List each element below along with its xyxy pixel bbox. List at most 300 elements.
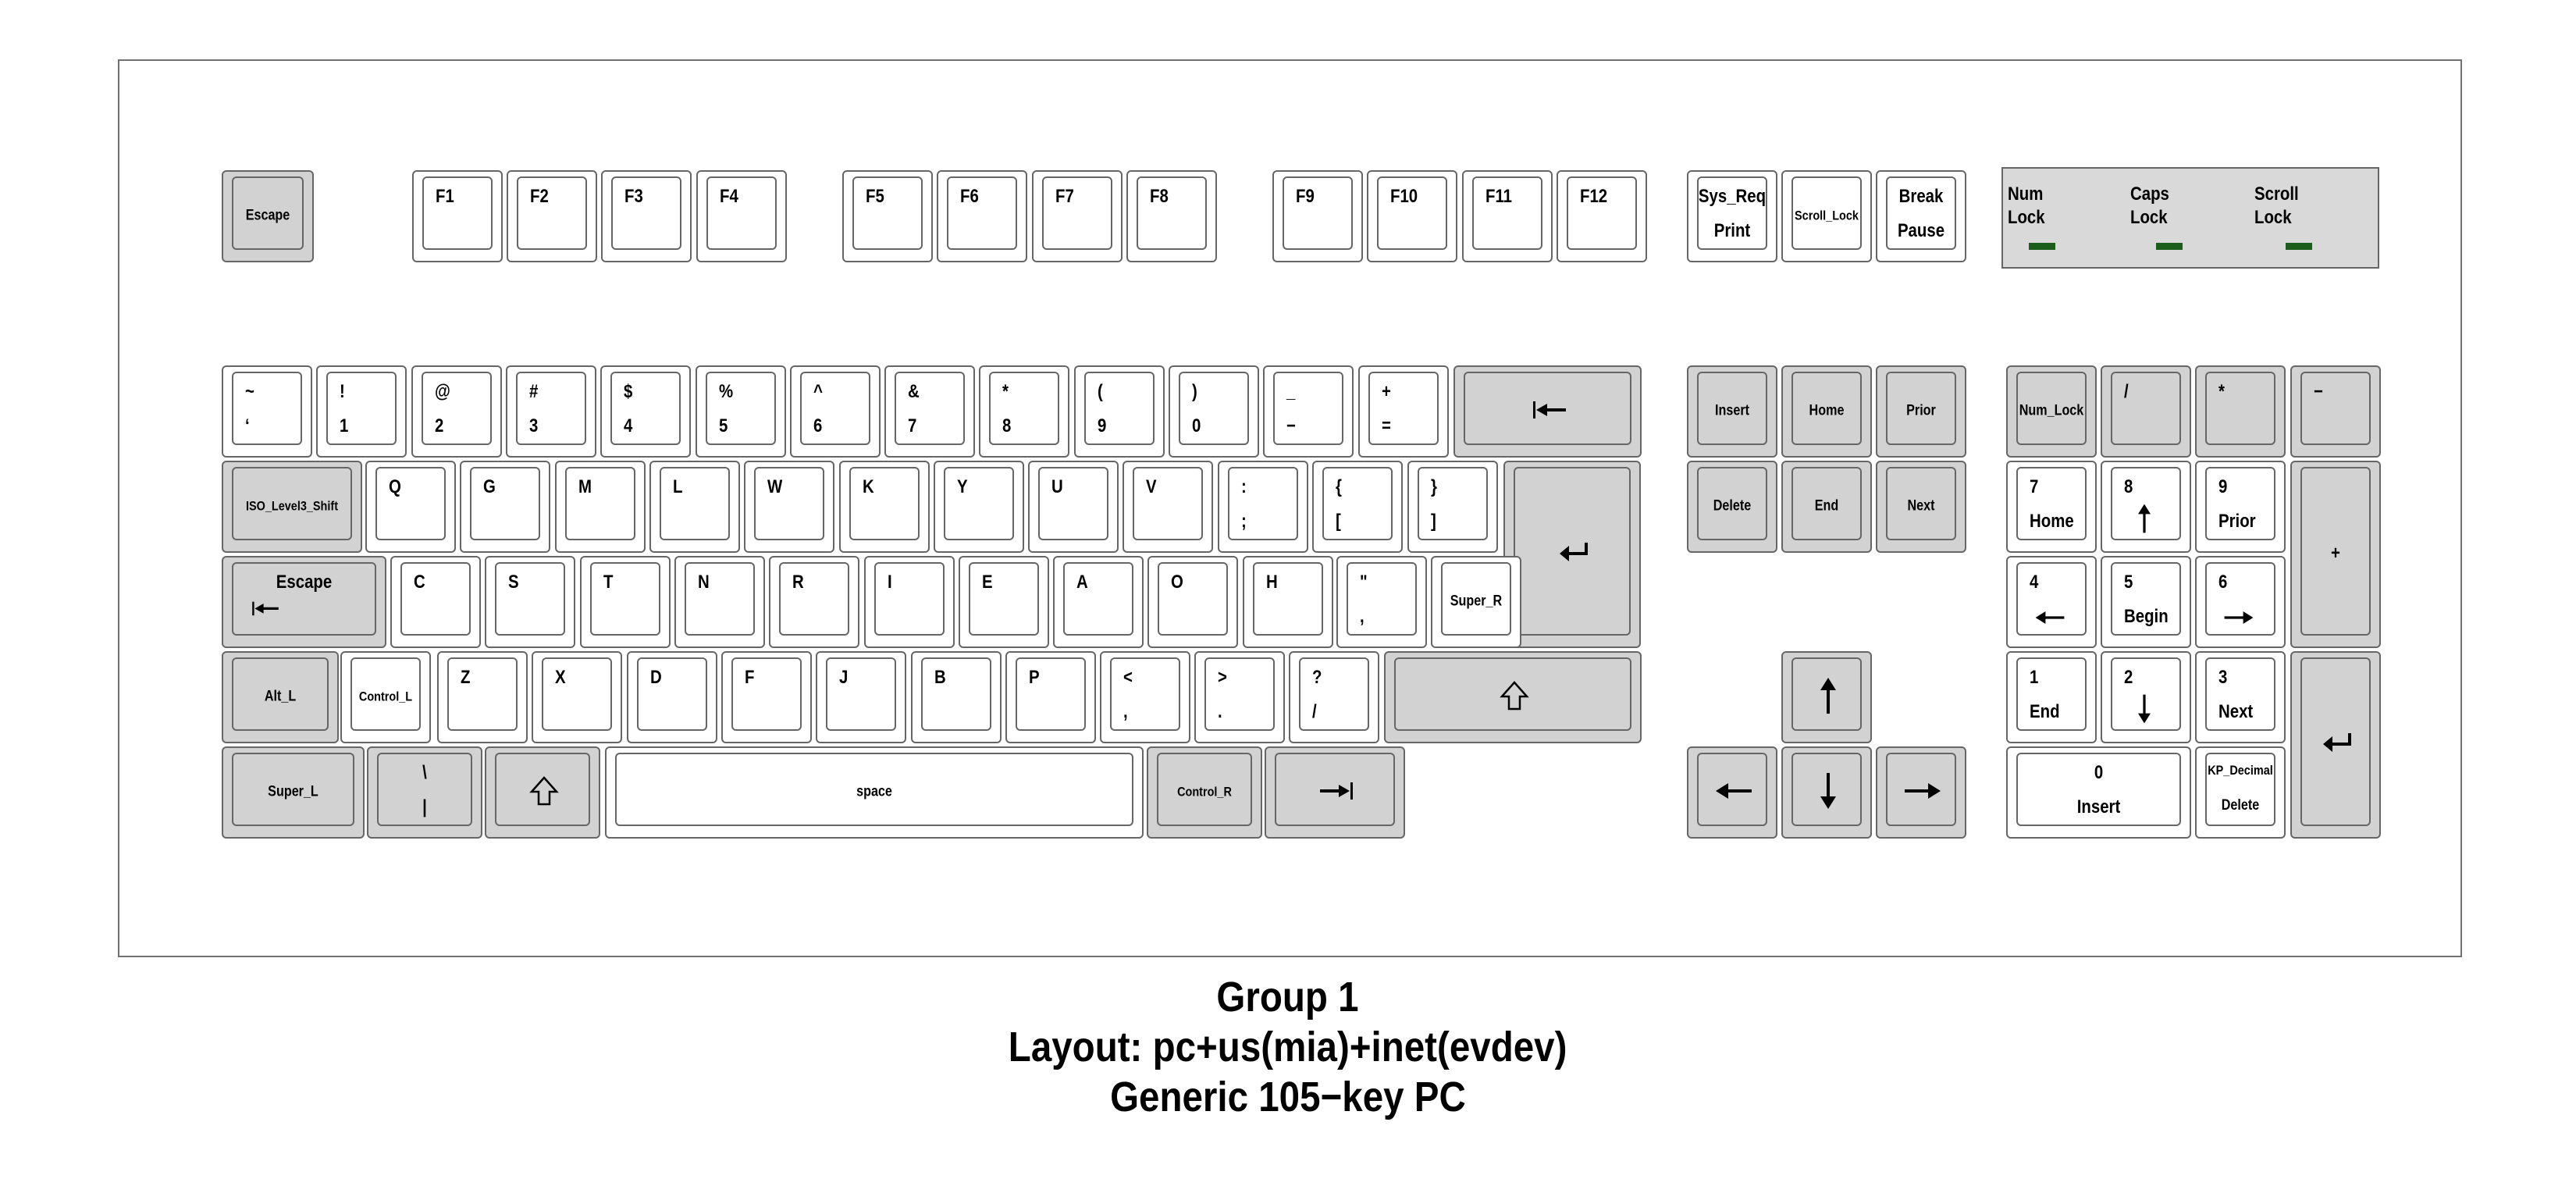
key-label: = xyxy=(1381,415,1391,436)
key-lsgt[interactable] xyxy=(340,651,431,743)
key-cap xyxy=(495,562,565,636)
key-label: ( xyxy=(1097,381,1103,402)
key-label: ISO_Level3_Shift xyxy=(245,498,339,514)
key-pause[interactable] xyxy=(1876,170,1966,262)
key-cap xyxy=(947,176,1017,250)
key-end[interactable] xyxy=(1781,461,1872,553)
key-label: ) xyxy=(1192,381,1197,402)
key-label: ; xyxy=(1241,511,1247,532)
key-label: D xyxy=(649,667,662,688)
key-right[interactable] xyxy=(1876,746,1966,839)
key-label: / xyxy=(1312,701,1317,722)
key-d4[interactable] xyxy=(600,365,691,458)
key-k[interactable] xyxy=(1053,556,1144,648)
key-label: 8 xyxy=(2124,476,2133,497)
led-caps-lock-indicator xyxy=(2156,243,2183,250)
key-f4[interactable] xyxy=(696,170,787,262)
key-label: F2 xyxy=(530,186,549,207)
key-label: 5 xyxy=(718,415,728,436)
key-d8[interactable] xyxy=(979,365,1069,458)
key-label: 3 xyxy=(2218,667,2228,688)
key-label: F3 xyxy=(624,186,643,207)
key-cap xyxy=(565,467,635,540)
key-cap xyxy=(706,372,776,445)
key-d0[interactable] xyxy=(1169,365,1259,458)
key-backslash[interactable] xyxy=(1431,556,1521,648)
key-t[interactable] xyxy=(744,461,834,553)
key-kp-subtract[interactable] xyxy=(2290,365,2381,458)
key-label: $ xyxy=(624,381,633,402)
key-label: W xyxy=(767,476,783,497)
key-d[interactable] xyxy=(580,556,671,648)
key-label: End xyxy=(1814,497,1839,515)
key-cap xyxy=(1110,657,1180,731)
key-label: [ xyxy=(1336,511,1341,532)
key-label: space xyxy=(856,783,892,800)
key-left[interactable] xyxy=(1687,746,1777,839)
key-d3[interactable] xyxy=(506,365,596,458)
key-label: 8 xyxy=(1002,415,1012,436)
key-y[interactable] xyxy=(839,461,930,553)
key-cap xyxy=(989,372,1059,445)
key-cap xyxy=(1084,372,1155,445)
key-up[interactable] xyxy=(1781,651,1872,743)
tab-left-icon xyxy=(223,557,385,646)
key-kp-multiply[interactable] xyxy=(2195,365,2286,458)
key-cap xyxy=(1368,372,1439,445)
arrow-left-icon xyxy=(1688,748,1776,837)
key-label: Control_L xyxy=(358,689,413,704)
key-label: \ xyxy=(422,762,427,783)
key-o[interactable] xyxy=(1123,461,1213,553)
key-label: End xyxy=(2030,701,2060,722)
key-cap xyxy=(944,467,1014,540)
key-cap xyxy=(516,372,586,445)
key-label: 9 xyxy=(2218,476,2228,497)
key-label: C xyxy=(414,572,425,593)
key-label: X xyxy=(555,667,566,688)
caption-group: Group 1 xyxy=(1216,974,1360,1020)
key-label: * xyxy=(1002,381,1009,402)
key-cap xyxy=(611,176,681,250)
key-label: Escape xyxy=(276,572,333,593)
key-label: 7 xyxy=(2030,476,2039,497)
key-label: % xyxy=(718,381,733,402)
key-label: I xyxy=(887,572,892,593)
key-cap xyxy=(1418,467,1488,540)
key-f9[interactable] xyxy=(1272,170,1363,262)
key-label: K xyxy=(862,476,874,497)
key-cap xyxy=(852,176,923,250)
key-rshift[interactable] xyxy=(1384,651,1642,743)
key-cap xyxy=(1158,562,1228,636)
key-label: 7 xyxy=(908,415,917,436)
key-label: Begin xyxy=(2124,606,2169,627)
key-label: B xyxy=(934,667,946,688)
key-cap xyxy=(660,467,730,540)
key-label: H xyxy=(1265,572,1278,593)
key-f6[interactable] xyxy=(937,170,1027,262)
tab-right-icon xyxy=(1266,748,1404,837)
key-label: ? xyxy=(1312,667,1322,688)
key-label: 4 xyxy=(2030,572,2039,593)
key-label: Escape xyxy=(245,207,290,224)
key-label: F11 xyxy=(1485,186,1513,207)
key-cap xyxy=(754,467,824,540)
key-label: Super_R xyxy=(1450,593,1503,610)
key-label: 4 xyxy=(624,415,633,436)
key-cap xyxy=(1038,467,1108,540)
key-label: { xyxy=(1336,476,1342,497)
key-label: Q xyxy=(389,476,401,497)
key-lalt[interactable] xyxy=(485,746,600,839)
key-semicolon[interactable] xyxy=(1218,461,1308,553)
key-f5[interactable] xyxy=(842,170,933,262)
key-lctrl[interactable] xyxy=(222,746,365,839)
key-f[interactable] xyxy=(674,556,765,648)
key-label: > xyxy=(1218,667,1227,688)
key-f8[interactable] xyxy=(1126,170,1217,262)
key-e[interactable] xyxy=(555,461,646,553)
key-f1[interactable] xyxy=(412,170,503,262)
key-cap xyxy=(542,657,612,731)
key-cap xyxy=(921,657,991,731)
key-label: Alt_L xyxy=(264,688,297,705)
key-cap xyxy=(1283,176,1353,250)
key-label: Delete xyxy=(1713,497,1752,515)
key-label: V xyxy=(1146,476,1158,497)
key-lshift[interactable] xyxy=(222,651,339,743)
key-cap xyxy=(375,467,446,540)
key-label: T xyxy=(603,572,614,593)
key-m[interactable] xyxy=(1005,651,1096,743)
key-label: P xyxy=(1028,667,1040,688)
key-kp7[interactable] xyxy=(2006,461,2097,553)
key-label: Home xyxy=(2030,511,2074,532)
arrow-up-icon xyxy=(2102,462,2190,551)
key-h[interactable] xyxy=(864,556,955,648)
key-lbrace[interactable] xyxy=(1312,461,1403,553)
key-label: " xyxy=(1360,572,1368,593)
key-cap xyxy=(1322,467,1393,540)
key-cap xyxy=(400,562,471,636)
key-label: ] xyxy=(1431,511,1436,532)
key-quote[interactable] xyxy=(1336,556,1427,648)
arrow-left-icon xyxy=(2008,557,2095,646)
key-label: / xyxy=(2124,381,2129,402)
key-lwin[interactable] xyxy=(367,746,482,839)
key-f2[interactable] xyxy=(507,170,597,262)
key-cap xyxy=(1347,562,1417,636)
arrow-up-icon xyxy=(1783,653,1870,742)
arrow-right-icon xyxy=(2197,557,2284,646)
key-label: M xyxy=(578,476,592,497)
key-d1[interactable] xyxy=(316,365,407,458)
arrow-down-icon xyxy=(2102,653,2190,742)
key-kp-add[interactable] xyxy=(2290,461,2381,648)
key-kp9[interactable] xyxy=(2195,461,2286,553)
key-label: Print xyxy=(1713,220,1751,241)
led-num-lock-indicator xyxy=(2029,243,2055,250)
return-icon xyxy=(1505,462,1639,646)
key-label: 2 xyxy=(434,415,443,436)
key-cap xyxy=(1137,176,1207,250)
key-cap xyxy=(232,372,302,445)
key-v[interactable] xyxy=(721,651,812,743)
key-label: , xyxy=(1123,701,1128,722)
led-panel xyxy=(2001,167,2379,269)
key-f10[interactable] xyxy=(1367,170,1457,262)
key-label: + xyxy=(2331,542,2340,564)
key-cap xyxy=(326,372,397,445)
key-kp-enter[interactable] xyxy=(2290,651,2381,839)
key-cap xyxy=(1179,372,1249,445)
key-label: Break xyxy=(1898,186,1944,207)
key-q[interactable] xyxy=(365,461,456,553)
key-u[interactable] xyxy=(934,461,1024,553)
key-caps[interactable] xyxy=(222,556,386,648)
key-cap xyxy=(447,657,518,731)
key-label: F4 xyxy=(720,186,738,207)
key-label: _ xyxy=(1286,381,1296,402)
key-label: F1 xyxy=(436,186,454,207)
key-c[interactable] xyxy=(627,651,717,743)
key-scroll-lock[interactable] xyxy=(1781,170,1872,262)
key-d7[interactable] xyxy=(884,365,975,458)
led-num-lock-label: Num Lock xyxy=(2008,183,2045,228)
key-label: Control_R xyxy=(1177,784,1232,800)
key-f7[interactable] xyxy=(1032,170,1123,262)
key-label: ~ xyxy=(245,381,254,402)
key-label: # xyxy=(528,381,539,402)
key-f12[interactable] xyxy=(1557,170,1647,262)
key-cap xyxy=(874,562,945,636)
key-cap xyxy=(969,562,1039,636)
key-semi2[interactable] xyxy=(1243,556,1333,648)
key-print[interactable] xyxy=(1687,170,1777,262)
key-label: KP_Decimal xyxy=(2208,763,2273,778)
key-label: Sys_Req xyxy=(1698,186,1767,207)
key-label: F12 xyxy=(1580,186,1608,207)
key-kp2[interactable] xyxy=(2101,651,2191,743)
key-label: Num_Lock xyxy=(2019,402,2084,419)
key-label: Z xyxy=(461,667,471,688)
key-prior[interactable] xyxy=(1876,365,1966,458)
key-label: 5 xyxy=(2124,572,2133,593)
key-label: 6 xyxy=(813,415,823,436)
key-return[interactable] xyxy=(1503,461,1641,648)
key-label: Prior xyxy=(2218,511,2256,532)
key-num-lock[interactable] xyxy=(2006,365,2097,458)
key-next[interactable] xyxy=(1876,461,1966,553)
key-g[interactable] xyxy=(769,556,859,648)
key-kp1[interactable] xyxy=(2006,651,2097,743)
key-label: Pause xyxy=(1897,220,1945,241)
key-label: N xyxy=(697,572,710,593)
key-label: } xyxy=(1431,476,1437,497)
key-cap xyxy=(517,176,587,250)
key-label: − xyxy=(2314,381,2323,402)
key-label: * xyxy=(2218,381,2225,402)
key-cap xyxy=(422,372,492,445)
key-label: Next xyxy=(2218,701,2254,722)
key-label: & xyxy=(908,381,920,402)
key-label: 1 xyxy=(2030,667,2039,688)
key-cap xyxy=(1133,467,1203,540)
key-label: S xyxy=(508,572,519,593)
key-cap xyxy=(895,372,965,445)
key-label: < xyxy=(1123,667,1133,688)
key-cap xyxy=(1253,562,1323,636)
key-d6[interactable] xyxy=(790,365,881,458)
key-grave[interactable] xyxy=(222,365,312,458)
key-rbrace[interactable] xyxy=(1407,461,1498,553)
key-f3[interactable] xyxy=(601,170,692,262)
key-cap xyxy=(1204,657,1275,731)
key-slash[interactable] xyxy=(1289,651,1379,743)
key-label: + xyxy=(1381,381,1391,402)
key-d9[interactable] xyxy=(1074,365,1165,458)
key-cap xyxy=(1063,562,1133,636)
key-label: : xyxy=(1241,476,1247,497)
key-cap xyxy=(1042,176,1112,250)
key-label: E xyxy=(981,572,993,593)
key-label: O xyxy=(1171,572,1184,593)
key-cap xyxy=(1016,657,1086,731)
key-kp-divide[interactable] xyxy=(2101,365,2191,458)
key-kp8[interactable] xyxy=(2101,461,2191,553)
key-label: ^ xyxy=(813,381,823,402)
caption-layout: Layout: pc+us(mia)+inet(evdev) xyxy=(1009,1024,1567,1070)
led-scroll-lock-label: Scroll Lock xyxy=(2254,183,2299,228)
key-label: ‘ xyxy=(245,415,250,436)
key-label: Y xyxy=(956,476,968,497)
key-label: 3 xyxy=(528,415,539,436)
key-cap xyxy=(2111,372,2181,445)
key-cap xyxy=(1299,657,1369,731)
key-cap xyxy=(422,176,493,250)
key-d5[interactable] xyxy=(696,365,786,458)
key-label: Insert xyxy=(2076,796,2121,817)
key-label: U xyxy=(1051,476,1063,497)
key-label: ! xyxy=(340,381,346,402)
key-label: F8 xyxy=(1150,186,1169,207)
key-label: Prior xyxy=(1906,402,1936,419)
key-d2[interactable] xyxy=(411,365,502,458)
key-escape[interactable] xyxy=(222,170,314,262)
key-label: J xyxy=(839,667,849,688)
key-cap xyxy=(731,657,802,731)
key-tab[interactable] xyxy=(222,461,362,553)
key-label: | xyxy=(422,796,427,817)
key-cap xyxy=(706,176,777,250)
key-label: R xyxy=(792,572,804,593)
key-label: @ xyxy=(434,381,450,402)
key-cap xyxy=(2300,372,2371,445)
key-a[interactable] xyxy=(390,556,481,648)
key-kp0[interactable] xyxy=(2006,746,2191,839)
key-label: F9 xyxy=(1296,186,1315,207)
key-label: F6 xyxy=(960,186,979,207)
key-j[interactable] xyxy=(959,556,1049,648)
key-z[interactable] xyxy=(437,651,528,743)
key-label: Home xyxy=(1809,402,1845,419)
key-kp4[interactable] xyxy=(2006,556,2097,648)
key-home[interactable] xyxy=(1781,365,1872,458)
key-label: 1 xyxy=(340,415,349,436)
key-label: 0 xyxy=(1192,415,1201,436)
key-w[interactable] xyxy=(460,461,550,553)
key-space[interactable] xyxy=(605,746,1144,839)
key-cap xyxy=(2205,372,2275,445)
arrow-right-icon xyxy=(1877,748,1965,837)
key-s[interactable] xyxy=(485,556,575,648)
key-b[interactable] xyxy=(816,651,906,743)
key-l[interactable] xyxy=(1147,556,1238,648)
key-label: 0 xyxy=(2094,762,2104,783)
key-label: Delete xyxy=(2221,797,2260,814)
key-minus[interactable] xyxy=(1263,365,1354,458)
key-label: Insert xyxy=(1715,402,1749,419)
key-label: Scroll_Lock xyxy=(1795,208,1859,223)
key-label: G xyxy=(483,476,496,497)
key-cap xyxy=(779,562,849,636)
key-cap xyxy=(1273,372,1343,445)
key-kp5[interactable] xyxy=(2101,556,2191,648)
key-cap xyxy=(800,372,870,445)
key-label: F7 xyxy=(1055,186,1074,207)
return-icon xyxy=(2292,653,2379,837)
key-label: . xyxy=(1218,701,1222,722)
led-scroll-lock-indicator xyxy=(2286,243,2312,250)
key-cap xyxy=(470,467,540,540)
key-kp6[interactable] xyxy=(2195,556,2286,648)
key-ralt[interactable] xyxy=(1147,746,1262,839)
key-label: Next xyxy=(1907,497,1935,515)
key-r[interactable] xyxy=(649,461,740,553)
key-cap xyxy=(685,562,755,636)
key-delete[interactable] xyxy=(1687,461,1777,553)
key-menu[interactable] xyxy=(1265,746,1405,839)
key-cap xyxy=(1228,467,1298,540)
key-cap xyxy=(849,467,920,540)
key-label: F10 xyxy=(1390,186,1418,207)
led-caps-lock-label: Caps Lock xyxy=(2130,183,2169,228)
key-period[interactable] xyxy=(1194,651,1285,743)
key-i[interactable] xyxy=(1028,461,1119,553)
key-kp-decimal[interactable] xyxy=(2195,746,2286,839)
key-equal[interactable] xyxy=(1358,365,1449,458)
key-label: F5 xyxy=(866,186,884,207)
key-cap xyxy=(590,562,660,636)
key-backspace[interactable] xyxy=(1453,365,1642,458)
key-f11[interactable] xyxy=(1462,170,1553,262)
key-n[interactable] xyxy=(911,651,1002,743)
key-cap xyxy=(826,657,896,731)
key-label: A xyxy=(1076,572,1088,593)
key-down[interactable] xyxy=(1781,746,1872,839)
key-insert[interactable] xyxy=(1687,365,1777,458)
key-label: 6 xyxy=(2218,572,2228,593)
key-x[interactable] xyxy=(532,651,622,743)
key-label: L xyxy=(672,476,683,497)
shift-icon xyxy=(1386,653,1640,742)
key-label: − xyxy=(1286,415,1297,436)
key-kp3[interactable] xyxy=(2195,651,2286,743)
key-label: 9 xyxy=(1097,415,1107,436)
key-comma[interactable] xyxy=(1100,651,1190,743)
shift-icon xyxy=(486,748,599,837)
